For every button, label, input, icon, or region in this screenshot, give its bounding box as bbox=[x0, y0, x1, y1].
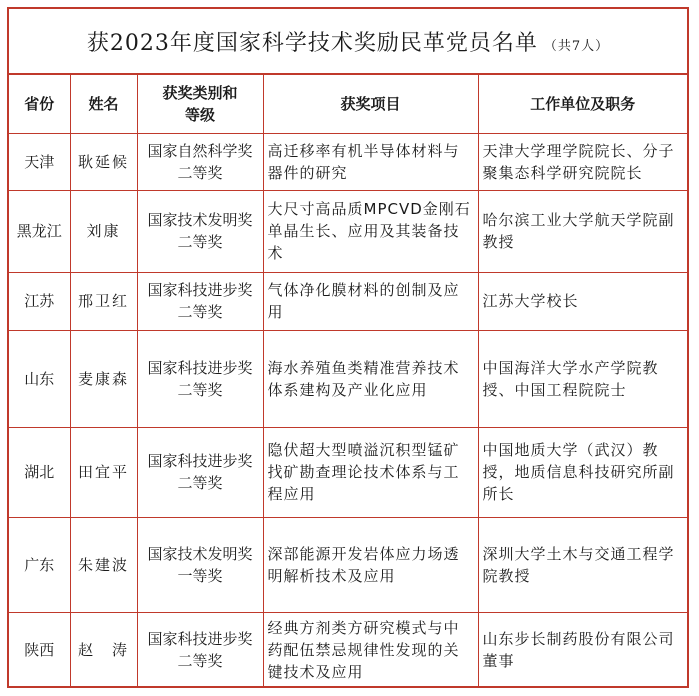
cell-category: 国家科技进步奖二等奖 bbox=[137, 330, 263, 427]
header-project: 获奖项目 bbox=[263, 75, 478, 133]
cell-category: 国家技术发明奖二等奖 bbox=[137, 190, 263, 272]
table-row bbox=[9, 427, 687, 517]
cell-unit: 中国海洋大学水产学院教授、中国工程院院士 bbox=[478, 330, 687, 427]
header-name: 姓名 bbox=[70, 75, 137, 133]
cell-province: 广东 bbox=[9, 517, 70, 612]
cell-unit: 中国地质大学（武汉）教授，地质信息科技研究所副所长 bbox=[478, 427, 687, 517]
cell-province: 湖北 bbox=[9, 427, 70, 517]
page-title bbox=[9, 9, 687, 75]
cell-province: 陕西 bbox=[9, 612, 70, 688]
cell-name: 赵 涛 bbox=[70, 612, 137, 688]
table-row bbox=[9, 190, 687, 272]
header-category: 获奖类别和等级 bbox=[137, 75, 263, 133]
cell-project: 经典方剂类方研究模式与中药配伍禁忌规律性发现的关键技术及应用 bbox=[263, 612, 478, 688]
table-header-row bbox=[9, 75, 687, 133]
cell-name: 邢卫红 bbox=[70, 272, 137, 330]
table-row bbox=[9, 330, 687, 427]
table-row bbox=[9, 517, 687, 612]
cell-unit: 深圳大学土木与交通工程学院教授 bbox=[478, 517, 687, 612]
cell-category: 国家技术发明奖一等奖 bbox=[137, 517, 263, 612]
cell-province: 天津 bbox=[9, 133, 70, 190]
cell-project: 深部能源开发岩体应力场透明解析技术及应用 bbox=[263, 517, 478, 612]
cell-project: 海水养殖鱼类精准营养技术体系建构及产业化应用 bbox=[263, 330, 478, 427]
cell-project: 隐伏超大型喷溢沉积型锰矿找矿勘查理论技术体系与工程应用 bbox=[263, 427, 478, 517]
cell-category: 国家科技进步奖二等奖 bbox=[137, 427, 263, 517]
cell-name: 朱建波 bbox=[70, 517, 137, 612]
cell-province: 黑龙江 bbox=[9, 190, 70, 272]
cell-category: 国家科技进步奖二等奖 bbox=[137, 272, 263, 330]
cell-name: 麦康森 bbox=[70, 330, 137, 427]
award-list-frame bbox=[7, 7, 689, 688]
cell-unit: 山东步长制药股份有限公司董事 bbox=[478, 612, 687, 688]
cell-project: 大尺寸高品质MPCVD金刚石单晶生长、应用及其装备技术 bbox=[263, 190, 478, 272]
table-row bbox=[9, 612, 687, 688]
title-note: （共7人） bbox=[543, 38, 610, 54]
cell-name: 刘康 bbox=[70, 190, 137, 272]
cell-name: 田宜平 bbox=[70, 427, 137, 517]
header-province: 省份 bbox=[9, 75, 70, 133]
header-unit: 工作单位及职务 bbox=[478, 75, 687, 133]
cell-unit: 哈尔滨工业大学航天学院副教授 bbox=[478, 190, 687, 272]
cell-category: 国家科技进步奖二等奖 bbox=[137, 612, 263, 688]
cell-project: 高迁移率有机半导体材料与器件的研究 bbox=[263, 133, 478, 190]
cell-project: 气体净化膜材料的创制及应用 bbox=[263, 272, 478, 330]
table-row bbox=[9, 133, 687, 190]
title-text: 获2023年度国家科学技术奖励民革党员名单 bbox=[86, 30, 538, 56]
cell-name: 耿延候 bbox=[70, 133, 137, 190]
cell-category: 国家自然科学奖二等奖 bbox=[137, 133, 263, 190]
cell-province: 江苏 bbox=[9, 272, 70, 330]
cell-unit: 江苏大学校长 bbox=[478, 272, 687, 330]
cell-unit: 天津大学理学院院长、分子聚集态科学研究院院长 bbox=[478, 133, 687, 190]
cell-province: 山东 bbox=[9, 330, 70, 427]
award-table bbox=[9, 75, 687, 688]
table-row bbox=[9, 272, 687, 330]
